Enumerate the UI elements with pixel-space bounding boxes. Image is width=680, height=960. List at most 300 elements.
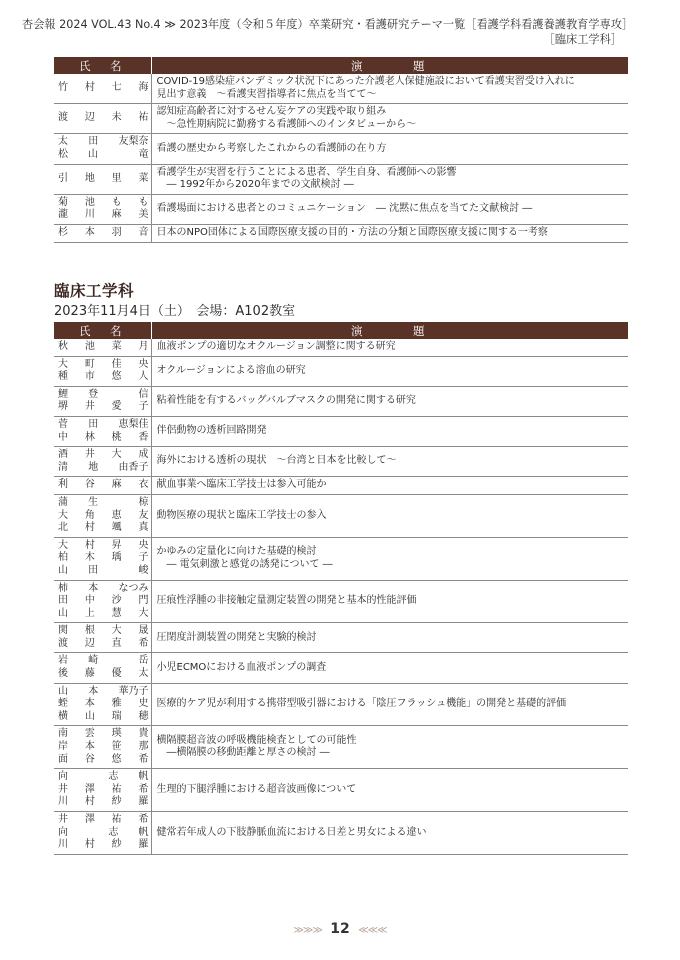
name-char: 杉 <box>58 226 68 238</box>
name-char: 羅 <box>138 796 149 808</box>
name-char: 関 <box>58 625 68 637</box>
thesis-title-line: 粘着性能を有するバッグバルブマスクの開発に関する研究 <box>156 395 416 407</box>
name-char: 酒 <box>58 449 68 461</box>
thesis-title-cell <box>151 74 628 104</box>
thesis-title-cell <box>151 447 628 477</box>
thesis-title-cell <box>151 416 628 446</box>
name-char: 未 <box>111 112 122 124</box>
student-names-cell <box>54 104 151 134</box>
student-name <box>58 419 149 432</box>
name-char: 貴 <box>138 728 149 740</box>
student-name <box>58 784 149 797</box>
name-char: 林 <box>84 431 95 443</box>
name-char: 恵 <box>111 509 122 521</box>
name-char: 町 <box>84 358 95 370</box>
name-char: 笹 <box>111 741 122 753</box>
thesis-title-cell <box>151 769 628 812</box>
thesis-title-cell <box>151 494 628 537</box>
student-name <box>58 173 149 186</box>
student-name <box>58 522 149 535</box>
name-char: 峻 <box>138 564 149 576</box>
name-char: 利 <box>58 479 68 491</box>
thesis-title-line: 動物医療の現状と臨床工学技士の参入 <box>156 509 327 521</box>
name-char: 地 <box>84 172 95 184</box>
name-char: 本 <box>88 685 99 697</box>
student-names-cell <box>54 447 151 477</box>
name-char: 本 <box>84 226 95 238</box>
thesis-title-line: 海外における透析の現状 ～台湾と日本を比較して～ <box>156 455 397 467</box>
thesis-title-line: ―横隔膜の移動距離と厚さの検討 ― <box>156 747 330 759</box>
student-name <box>58 341 149 354</box>
thesis-title-cell <box>151 386 628 416</box>
name-char: 希 <box>138 753 149 765</box>
name-char: 本 <box>88 582 99 594</box>
name-char: 清 <box>58 461 68 473</box>
name-column-header: 氏 名 <box>54 322 151 339</box>
student-names-cell <box>54 653 151 683</box>
name-char: 川 <box>84 209 95 221</box>
name-char: 希 <box>138 637 149 649</box>
student-names-cell <box>54 623 151 653</box>
student-name <box>58 638 149 651</box>
title-column-header: 演 題 <box>151 322 628 339</box>
name-char: 帆 <box>138 771 149 783</box>
student-name <box>58 227 149 240</box>
name-char: 由香子 <box>118 461 149 473</box>
thesis-title-line: 生理的下腿浮腫における超音波画像について <box>156 783 357 795</box>
table-row <box>54 477 628 495</box>
name-char: 種 <box>58 371 68 383</box>
name-char: 山 <box>58 564 68 576</box>
name-char: 山 <box>58 607 68 619</box>
student-names-cell <box>54 580 151 623</box>
name-char: 子 <box>138 552 149 564</box>
student-name <box>58 449 149 462</box>
student-names-cell <box>54 164 151 194</box>
student-name <box>58 565 149 578</box>
page-number: 12 <box>330 921 350 937</box>
name-char: 井 <box>84 449 95 461</box>
name-char: 川 <box>58 796 68 808</box>
name-char: 紗 <box>111 839 122 851</box>
name-char: 門 <box>138 595 149 607</box>
name-char: 柏 <box>58 552 68 564</box>
student-name <box>58 686 149 699</box>
table-row <box>54 812 628 855</box>
name-char: 蒲 <box>58 496 68 508</box>
table-row <box>54 537 628 580</box>
name-char: 雲 <box>84 728 95 740</box>
name-char: 岸 <box>58 741 68 753</box>
section-title: 臨床工学科 <box>54 282 135 300</box>
thesis-title-line: ～急性期病院に勤務する看護師へのインタビューから～ <box>156 118 417 130</box>
name-char: 直 <box>111 637 122 649</box>
name-char: 谷 <box>84 479 95 491</box>
student-names-cell <box>54 224 151 242</box>
name-char: 山 <box>58 685 68 697</box>
thesis-title-line: 見出す意義 ～看護実習指導者に焦点を当てて～ <box>156 88 377 100</box>
student-name <box>58 796 149 809</box>
student-name <box>58 552 149 565</box>
name-char: 竜 <box>138 148 149 160</box>
name-char: 菊 <box>58 196 68 208</box>
student-name <box>58 197 149 210</box>
student-name <box>58 741 149 754</box>
name-char: 太 <box>138 668 149 680</box>
name-char: なつみ <box>118 582 149 594</box>
name-char: 史 <box>138 698 149 710</box>
name-char: 上 <box>84 607 95 619</box>
name-char: 本 <box>84 698 95 710</box>
section-date-venue: 2023年11月4日（土） 会場：A102教室 <box>54 304 296 319</box>
name-char: 山 <box>84 710 95 722</box>
name-char: 田 <box>88 136 99 148</box>
thesis-title-cell <box>151 812 628 855</box>
name-char: 月 <box>138 341 149 352</box>
thesis-title-cell <box>151 224 628 242</box>
footer-ornament-right: ≪≪≪ <box>358 925 387 936</box>
student-names-cell <box>54 494 151 537</box>
table-row <box>54 339 628 356</box>
name-char: 面 <box>58 753 68 765</box>
name-char: 田 <box>58 595 68 607</box>
name-char: 向 <box>58 826 68 838</box>
student-name <box>58 839 149 852</box>
student-name <box>58 359 149 372</box>
student-names-cell <box>54 194 151 224</box>
student-name <box>58 497 149 510</box>
name-char: 山 <box>88 148 99 160</box>
name-char: 大 <box>111 449 122 461</box>
name-char: 登 <box>88 388 99 400</box>
name-char: 桃 <box>111 431 122 443</box>
name-char: 大 <box>111 625 122 637</box>
thesis-title-line: 圧閉度計測装置の開発と実験的検討 <box>156 631 317 643</box>
thesis-title-line: 横隔膜超音波の呼吸機能検査としての可能性 <box>156 734 357 746</box>
name-char: 井 <box>58 814 68 825</box>
student-name <box>58 583 149 596</box>
thesis-title-cell <box>151 134 628 164</box>
table-row <box>54 104 628 134</box>
name-char: 瑛 <box>111 728 122 740</box>
name-char: 里 <box>111 172 122 184</box>
student-name <box>58 595 149 608</box>
name-char: 華乃子 <box>118 685 149 697</box>
name-char: 祐 <box>138 112 149 124</box>
student-name <box>58 608 149 621</box>
thesis-title-line: 認知症高齢者に対するせん妄ケアの実践や取り組み <box>156 106 387 118</box>
table-row <box>54 386 628 416</box>
name-char: 辺 <box>84 637 95 649</box>
student-names-cell <box>54 386 151 416</box>
name-char: 衣 <box>138 479 149 491</box>
thesis-title-line: 血液ポンプの適切なオクルージョン調整に関する研究 <box>156 341 396 352</box>
name-char: 美 <box>138 209 149 221</box>
thesis-title-cell <box>151 580 628 623</box>
name-char: 成 <box>138 449 149 461</box>
name-char: 川 <box>58 839 68 851</box>
title-column-header: 演 題 <box>151 57 628 74</box>
student-name <box>58 136 149 149</box>
student-name <box>58 432 149 445</box>
student-names-cell <box>54 416 151 446</box>
table-row <box>54 623 628 653</box>
name-char: 北 <box>58 522 68 534</box>
name-char: 友 <box>138 509 149 521</box>
name-char: 颯 <box>111 522 122 534</box>
name-char: 岩 <box>58 655 68 667</box>
thesis-title-line: オクルージョンによる溶血の研究 <box>156 364 306 376</box>
student-name <box>58 371 149 384</box>
student-name <box>58 462 149 475</box>
thesis-title-line: 伴侶動物の透析回路開発 <box>156 425 267 437</box>
name-char: 香 <box>138 431 149 443</box>
nursing-thesis-table <box>54 57 628 243</box>
name-char: 志 <box>108 826 119 838</box>
thesis-title-cell <box>151 164 628 194</box>
table-row <box>54 447 628 477</box>
name-char: 祐 <box>111 814 122 825</box>
student-name <box>58 728 149 741</box>
name-char: 根 <box>84 625 95 637</box>
name-char: 南 <box>58 728 68 740</box>
thesis-title-cell <box>151 339 628 356</box>
table-row <box>54 769 628 812</box>
name-char: 井 <box>84 401 95 413</box>
student-name <box>58 112 149 125</box>
name-char: 田 <box>88 564 99 576</box>
name-char: 瀧 <box>58 209 68 221</box>
table-row <box>54 224 628 242</box>
name-char: 希 <box>138 783 149 795</box>
student-name <box>58 401 149 414</box>
name-char: 悠 <box>111 753 122 765</box>
table-row <box>54 683 628 726</box>
name-char: 真 <box>138 522 149 534</box>
table-row <box>54 74 628 104</box>
name-char: 羽 <box>111 226 122 238</box>
student-names-cell <box>54 812 151 855</box>
name-char: 松 <box>58 148 68 160</box>
thesis-title-cell <box>151 537 628 580</box>
name-char: 子 <box>138 401 149 413</box>
name-char: 雅 <box>111 698 122 710</box>
name-char: 麻 <box>111 209 122 221</box>
page-header <box>22 17 634 47</box>
thesis-title-line: ― 1992年から2020年までの文献検討 ― <box>156 179 354 191</box>
name-char: 引 <box>58 172 68 184</box>
thesis-title-line: 献血事業へ臨床工学技士は参入可能か <box>156 479 327 491</box>
thesis-title-cell <box>151 477 628 495</box>
name-char: 辺 <box>84 112 95 124</box>
name-char: 谷 <box>84 753 95 765</box>
thesis-title-line: 看護場面における患者とのコミュニケーション ― 沈黙に焦点を当てた文献検討 ― <box>156 203 533 215</box>
name-char: 帆 <box>138 826 149 838</box>
name-char: 瑀 <box>111 552 122 564</box>
thesis-title-line: 看護学生が実習を行うことによる患者、学生自身、看護師への影響 <box>156 166 457 178</box>
student-names-cell <box>54 769 151 812</box>
student-name <box>58 510 149 523</box>
table-row <box>54 726 628 769</box>
table-row <box>54 194 628 224</box>
student-name <box>58 82 149 95</box>
student-names-cell <box>54 356 151 386</box>
name-char: 本 <box>84 741 95 753</box>
name-char: 人 <box>138 371 149 383</box>
student-name <box>58 814 149 827</box>
student-names-cell <box>54 537 151 580</box>
name-char: 竹 <box>58 82 68 94</box>
name-char: 那 <box>138 741 149 753</box>
name-char: 晟 <box>138 625 149 637</box>
name-char: 佳 <box>111 358 122 370</box>
name-char: 崎 <box>88 655 99 667</box>
name-char: 中 <box>58 431 68 443</box>
thesis-title-line: ― 電気刺激と感覚の誘発について ― <box>156 558 333 570</box>
student-name <box>58 625 149 638</box>
name-char: 村 <box>84 522 95 534</box>
student-names-cell <box>54 477 151 495</box>
name-char: 慧 <box>111 607 122 619</box>
name-char: 堺 <box>58 401 68 413</box>
name-char: 昇 <box>111 539 122 551</box>
name-char: 沙 <box>111 595 122 607</box>
name-char: 羅 <box>138 839 149 851</box>
name-char: 木 <box>84 552 95 564</box>
thesis-title-line: COVID-19感染症パンデミック状況下にあった介護老人保健施設において看護実習受け入れに <box>156 76 575 87</box>
name-char: 澤 <box>84 783 95 795</box>
clinical-engineering-table <box>54 322 628 855</box>
name-char: 村 <box>84 796 95 808</box>
thesis-title-cell <box>151 726 628 769</box>
header-line-1: 杏会報 2024 VOL.43 No.4 ≫ 2023年度（令和５年度）卒業研究・看護研究テーマ一覧［看護学科看護養護教育学専攻］ <box>22 18 634 31</box>
name-char: 太 <box>58 136 68 148</box>
name-char: 生 <box>88 496 99 508</box>
thesis-title-line: 看護の歴史から考察したこれからの看護師の在り方 <box>156 142 387 154</box>
thesis-title-line: かゆみの定量化に向けた基礎的検討 <box>156 546 317 558</box>
table-row <box>54 494 628 537</box>
student-name <box>58 149 149 162</box>
thesis-title-line: 医療的ケア児が利用する携帯型吸引器における「陰圧フラッシュ機能」の開発と基礎的評価 <box>156 698 567 710</box>
name-char: 大 <box>138 607 149 619</box>
student-name <box>58 827 149 840</box>
table-row <box>54 653 628 683</box>
name-char: 鯉 <box>58 388 68 400</box>
name-char: 音 <box>138 226 149 238</box>
name-char: 祐 <box>111 783 122 795</box>
name-char: 志 <box>108 771 119 783</box>
thesis-title-cell <box>151 623 628 653</box>
thesis-title-line: 日本のNPO団体による国際医療支援の目的・方法の分類と国際医療支援に関する一考察 <box>156 226 548 238</box>
thesis-title-line: 小児ECMOにおける血液ポンプの調査 <box>156 661 327 673</box>
name-char: 岳 <box>138 655 149 667</box>
name-char: 菅 <box>58 418 68 430</box>
name-char: 麻 <box>111 479 122 491</box>
name-char: 大 <box>58 509 68 521</box>
name-char: 井 <box>58 783 68 795</box>
name-char: 横 <box>58 710 68 722</box>
name-char: 菜 <box>111 341 122 352</box>
name-char: 瑞 <box>111 710 122 722</box>
name-char: 恵梨佳 <box>118 418 149 430</box>
student-name <box>58 668 149 681</box>
table-row <box>54 580 628 623</box>
student-name <box>58 479 149 492</box>
name-char: 渡 <box>58 112 68 124</box>
thesis-title-cell <box>151 683 628 726</box>
page-footer <box>0 921 680 937</box>
footer-ornament-left: ≫≫≫ <box>293 925 322 936</box>
name-char: 七 <box>111 82 122 94</box>
header-line-2: ［臨床工学科］ <box>543 33 622 46</box>
name-char: 渡 <box>58 637 68 649</box>
name-char: 菜 <box>138 172 149 184</box>
student-name <box>58 711 149 724</box>
name-char: 田 <box>88 418 99 430</box>
name-char: 椋 <box>138 496 149 508</box>
name-char: 海 <box>138 82 149 94</box>
name-char: 池 <box>84 196 95 208</box>
name-char: 蛭 <box>58 698 68 710</box>
thesis-title-line: 健常若年成人の下肢静脈血流における日差と男女による違い <box>156 826 427 838</box>
name-char: 友梨奈 <box>118 136 149 148</box>
name-char: も <box>111 196 122 208</box>
name-char: 央 <box>138 539 149 551</box>
student-name <box>58 655 149 668</box>
name-char: 秋 <box>58 341 68 352</box>
student-names-cell <box>54 726 151 769</box>
name-char: 愛 <box>111 401 122 413</box>
thesis-title-cell <box>151 194 628 224</box>
name-char: 穂 <box>138 710 149 722</box>
thesis-title-cell <box>151 653 628 683</box>
name-char: 市 <box>84 371 95 383</box>
student-name <box>58 209 149 222</box>
name-char: 希 <box>138 814 149 825</box>
student-name <box>58 771 149 784</box>
name-char: 池 <box>84 341 95 352</box>
name-char: 村 <box>84 82 95 94</box>
name-char: 角 <box>84 509 95 521</box>
student-name <box>58 754 149 767</box>
name-char: 紗 <box>111 796 122 808</box>
name-char: 優 <box>111 668 122 680</box>
name-char: 信 <box>138 388 149 400</box>
thesis-title-cell <box>151 356 628 386</box>
name-column-header: 氏 名 <box>54 57 151 74</box>
table-row <box>54 164 628 194</box>
name-char: 後 <box>58 668 68 680</box>
student-name <box>58 389 149 402</box>
student-name <box>58 540 149 553</box>
name-char: 中 <box>84 595 95 607</box>
table-row <box>54 356 628 386</box>
thesis-title-line: 圧痕性浮腫の非接触定量測定装置の開発と基本的性能評価 <box>156 595 417 607</box>
name-char: 澤 <box>84 814 95 825</box>
table-row <box>54 134 628 164</box>
name-char: 藤 <box>84 668 95 680</box>
name-char: 地 <box>88 461 99 473</box>
student-names-cell <box>54 134 151 164</box>
name-char: 村 <box>84 839 95 851</box>
student-name <box>58 698 149 711</box>
name-char: 大 <box>58 358 68 370</box>
name-char: 悠 <box>111 371 122 383</box>
student-names-cell <box>54 683 151 726</box>
name-char: 央 <box>138 358 149 370</box>
name-char: 村 <box>84 539 95 551</box>
table-row <box>54 416 628 446</box>
